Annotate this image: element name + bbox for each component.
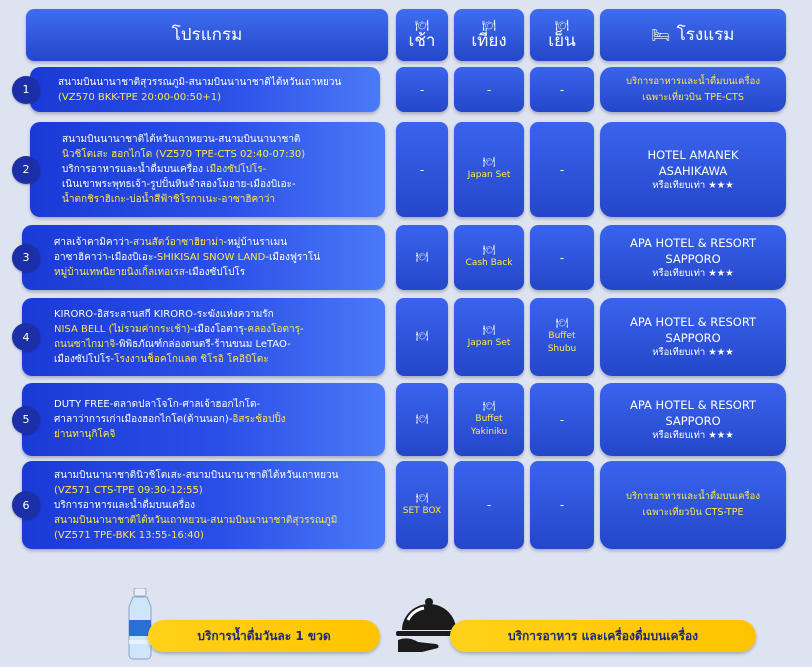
- program-text: หมู่บ้านเทพนิยายนิงเกิ้ลเทอเรส: [54, 267, 185, 278]
- hotel-cell-day-1: [600, 67, 786, 112]
- meal-cell-lunch-day-4: [454, 298, 524, 376]
- hotel-cell-day-4: [600, 298, 786, 376]
- meal-none: -: [486, 82, 492, 97]
- program-text: (VZ570 BKK-TPE 20:00-00:50+1): [58, 91, 221, 103]
- program-text: DUTY FREE-ตลาดปลาโจโก-ศาลเจ้าฮอกไกโด-: [54, 399, 261, 410]
- header-lunch-label: เที่ยง: [471, 30, 507, 51]
- meal-icon: 🍽: [555, 318, 569, 329]
- header-hotel: [600, 9, 786, 61]
- program-line: [54, 322, 379, 337]
- hotel-cell-day-3: [600, 225, 786, 290]
- program-text: NISA BELL (ไม่รวมค่ากระเช้า): [54, 324, 191, 335]
- meal-label: SET BOX: [402, 505, 442, 516]
- header-breakfast-label: เช้า: [408, 30, 436, 51]
- meal-cell-dinner-day-3: [530, 225, 594, 290]
- day-number-5: 5: [12, 406, 40, 434]
- meal-cell-lunch-day-5: [454, 383, 524, 456]
- meal-icon: 🍽: [415, 413, 429, 425]
- program-line: [62, 177, 379, 192]
- program-text: สนามบินนานาชาติไต้หวันเถาหยวน-สนามบินนานาชาติสุวรรณภูมิ: [54, 514, 338, 526]
- program-line: [62, 132, 379, 147]
- meal-label: Cash Back: [465, 258, 513, 268]
- program-text: น้ำตกชิราฮิเกะ-บ่อน้ำสีฟ้าชิโรกาเนะ-อาซาฮิคาว่า: [62, 194, 276, 205]
- program-text: -: [299, 324, 304, 335]
- meal-icon: 🍽: [415, 331, 429, 342]
- program-text: โรงงานช็อคโกแลต ชิโรอิ โคอิบิโตะ: [114, 354, 269, 365]
- meal-icon: 🍽: [482, 245, 496, 256]
- hotel-rating: หรือเทียบเท่า ★★★: [652, 429, 734, 441]
- meal-none: -: [559, 162, 565, 177]
- bed-icon: 🛏: [651, 26, 671, 44]
- hotel-name: APA HOTEL & RESORT: [629, 315, 757, 329]
- meal-icon: 🍽: [555, 18, 569, 32]
- program-line: [54, 397, 379, 412]
- hotel-name: APA HOTEL & RESORT: [629, 397, 757, 412]
- program-text: (VZ571 CTS-TPE 09:30-12:55): [54, 484, 203, 496]
- header-lunch: [454, 9, 524, 61]
- program-line: [54, 427, 379, 442]
- program-text: KIRORO-อิสระลานสกี KIRORO-ระฆังแห่งความรัก: [54, 309, 274, 320]
- hotel-cell-day-5: [600, 383, 786, 456]
- program-text: เมืองซัปโปโร-: [54, 354, 115, 365]
- hotel-rating: หรือเทียบเท่า ★★★: [652, 267, 734, 279]
- meal-cell-breakfast-day-3: [396, 225, 448, 290]
- program-line: [54, 513, 379, 528]
- meal-cell-breakfast-day-4: [396, 298, 448, 376]
- program-text: -พิพิธภัณฑ์กล่องดนตรี-ร้านขนม LeTAO-: [115, 339, 291, 350]
- program-line: [54, 352, 379, 367]
- hotel-note: บริการอาหารและน้ำดื่มบนเครื่อง: [626, 75, 760, 87]
- program-text: เนินเขาพระพุทธเจ้า-รูปปั้นหินจำลองโมอาย-เมืองบิเอะ-: [62, 179, 296, 190]
- hotel-name: HOTEL AMANEK ASAHIKAWA: [647, 147, 739, 178]
- day-number-4: 4: [12, 323, 40, 351]
- program-text: บริการอาหารและน้ำดื่มบนเครื่อง: [62, 164, 207, 175]
- meal-label: Buffet Shubu: [547, 331, 577, 354]
- program-text: เมืองซัปโปโร-: [206, 164, 267, 175]
- program-panel-day-2: [30, 122, 385, 217]
- program-text: บริการอาหารและน้ำดื่มบนเครื่อง: [54, 499, 195, 511]
- program-line: [54, 412, 379, 427]
- program-text: (VZ571 TPE-BKK 13:55-16:40): [54, 529, 204, 541]
- meal-cell-dinner-day-2: [530, 122, 594, 217]
- hotel-note: เฉพาะเที่ยวบิน TPE-CTS: [642, 91, 744, 103]
- day-number-3: 3: [12, 244, 40, 272]
- meal-none: -: [559, 498, 565, 512]
- program-text: ย่านทานุกิโคจิ: [54, 429, 116, 440]
- meal-icon: 🍽: [482, 400, 496, 412]
- water-service-label: บริการน้ำดื่มวันละ 1 ขวด: [197, 628, 331, 643]
- day-number-1: 1: [12, 76, 40, 104]
- hotel-cell-day-6: [600, 461, 786, 549]
- header-dinner-label: เย็น: [548, 30, 576, 51]
- program-line: [58, 75, 374, 90]
- meal-cell-breakfast-day-2: [396, 122, 448, 217]
- program-text: คลองโอตารุ: [247, 324, 300, 335]
- hotel-rating: หรือเทียบเท่า ★★★: [652, 347, 734, 358]
- meal-service-label: บริการอาหาร และเครื่องดื่มบนเครื่อง: [507, 628, 699, 643]
- program-text: นิวชิโตเสะ ฮอกไกโด (VZ570 TPE-CTS 02:40-07:30): [62, 149, 306, 160]
- program-text: ศาลาว่าการเก่าเมืองฮอกไกโด(ด้านนอก)-: [54, 414, 233, 425]
- meal-label: Japan Set: [467, 337, 511, 348]
- meal-none: -: [486, 498, 492, 512]
- program-line: [54, 483, 379, 498]
- program-text: สนามบินนานาชาติสุวรรณภูมิ-สนามบินนานาชาติไต้หวันเถาหยวน: [58, 76, 342, 88]
- program-panel-day-4: [22, 298, 385, 376]
- program-text: -เมืองโอตารุ-: [190, 324, 248, 335]
- meal-icon: 🍽: [482, 18, 496, 32]
- meal-cell-lunch-day-2: [454, 122, 524, 217]
- meal-cell-breakfast-day-5: [396, 383, 448, 456]
- program-text: อาซาฮิคาว่า-เมืองบิเอะ-: [54, 252, 157, 263]
- header-breakfast: [396, 9, 448, 61]
- program-line: [58, 90, 374, 105]
- program-line: [54, 250, 379, 265]
- meal-service-banner: [450, 620, 756, 652]
- meal-cell-lunch-day-3: [454, 225, 524, 290]
- program-line: [62, 162, 379, 177]
- program-text: -เมืองซัปโปโร: [184, 267, 246, 278]
- hotel-sub: SAPPORO: [665, 413, 721, 428]
- meal-none: -: [419, 82, 425, 97]
- meal-cell-dinner-day-1: [530, 67, 594, 112]
- meal-icon: 🍽: [482, 157, 496, 168]
- program-line: [54, 235, 379, 250]
- day-number-2: 2: [12, 156, 40, 184]
- program-text: -เมืองฟูราโน่: [265, 252, 321, 263]
- program-panel-day-1: [30, 67, 380, 112]
- program-panel-day-3: [22, 225, 385, 290]
- header-dinner: [530, 9, 594, 61]
- hotel-sub: SAPPORO: [665, 251, 721, 266]
- meal-icon: 🍽: [415, 18, 429, 32]
- meal-cell-lunch-day-6: [454, 461, 524, 549]
- hotel-sub: SAPPORO: [665, 331, 721, 345]
- day-number-6: 6: [12, 491, 40, 519]
- program-text: ถนนซาไกมาจิ: [54, 339, 116, 350]
- meal-cell-dinner-day-6: [530, 461, 594, 549]
- meal-cell-breakfast-day-6: [396, 461, 448, 549]
- header-program-label: โปรแกรม: [171, 24, 243, 45]
- program-text: สนามบินนานาชาติไต้หวันเถาหยวน-สนามบินนานาชาติ: [62, 134, 301, 145]
- meal-none: -: [559, 412, 565, 427]
- meal-cell-dinner-day-5: [530, 383, 594, 456]
- program-panel-day-5: [22, 383, 385, 456]
- meal-none: -: [559, 82, 565, 97]
- meal-icon: 🍽: [415, 492, 429, 504]
- meal-icon: 🍽: [482, 324, 496, 336]
- meal-none: -: [419, 162, 425, 177]
- program-text: อิสระช้อปปิ้ง: [232, 414, 286, 425]
- program-text: -หมู่บ้านราเมน: [223, 237, 288, 248]
- meal-cell-breakfast-day-1: [396, 67, 448, 112]
- header-program: [26, 9, 388, 61]
- water-service-banner: [148, 620, 380, 652]
- water-bottle-icon: [124, 588, 156, 660]
- program-line: [62, 147, 379, 162]
- program-text: ศาลเจ้าคามิคาว่า-: [54, 237, 134, 248]
- program-line: [54, 265, 379, 280]
- program-line: [54, 337, 379, 352]
- program-text: สวนสัตว์อาซาฮิยาม่า: [133, 237, 224, 248]
- meal-cell-dinner-day-4: [530, 298, 594, 376]
- program-text: สนามบินนานาชาตินิวชิโตเสะ-สนามบินนานาชาติไต้หวันเถาหยวน: [54, 469, 339, 481]
- hotel-name: APA HOTEL & RESORT: [629, 235, 757, 250]
- hotel-rating: หรือเทียบเท่า ★★★: [652, 179, 734, 191]
- hotel-note: เฉพาะเที่ยวบิน CTS-TPE: [642, 507, 744, 518]
- program-panel-day-6: [22, 461, 385, 549]
- meal-none: -: [559, 250, 565, 265]
- program-line: [54, 498, 379, 513]
- program-line: [54, 307, 379, 322]
- meal-cell-lunch-day-1: [454, 67, 524, 112]
- hotel-note: บริการอาหารและน้ำดื่มบนเครื่อง: [626, 491, 760, 502]
- hotel-cell-day-2: [600, 122, 786, 217]
- program-line: [54, 528, 379, 543]
- meal-label: Buffet Yakiniku: [470, 413, 508, 437]
- header-hotel-label: โรงแรม: [676, 24, 735, 45]
- meal-icon: 🍽: [415, 251, 429, 263]
- program-text: SHIKISAI SNOW LAND: [156, 252, 266, 263]
- program-line: [54, 468, 379, 483]
- program-line: [62, 192, 379, 207]
- meal-label: Japan Set: [467, 170, 511, 180]
